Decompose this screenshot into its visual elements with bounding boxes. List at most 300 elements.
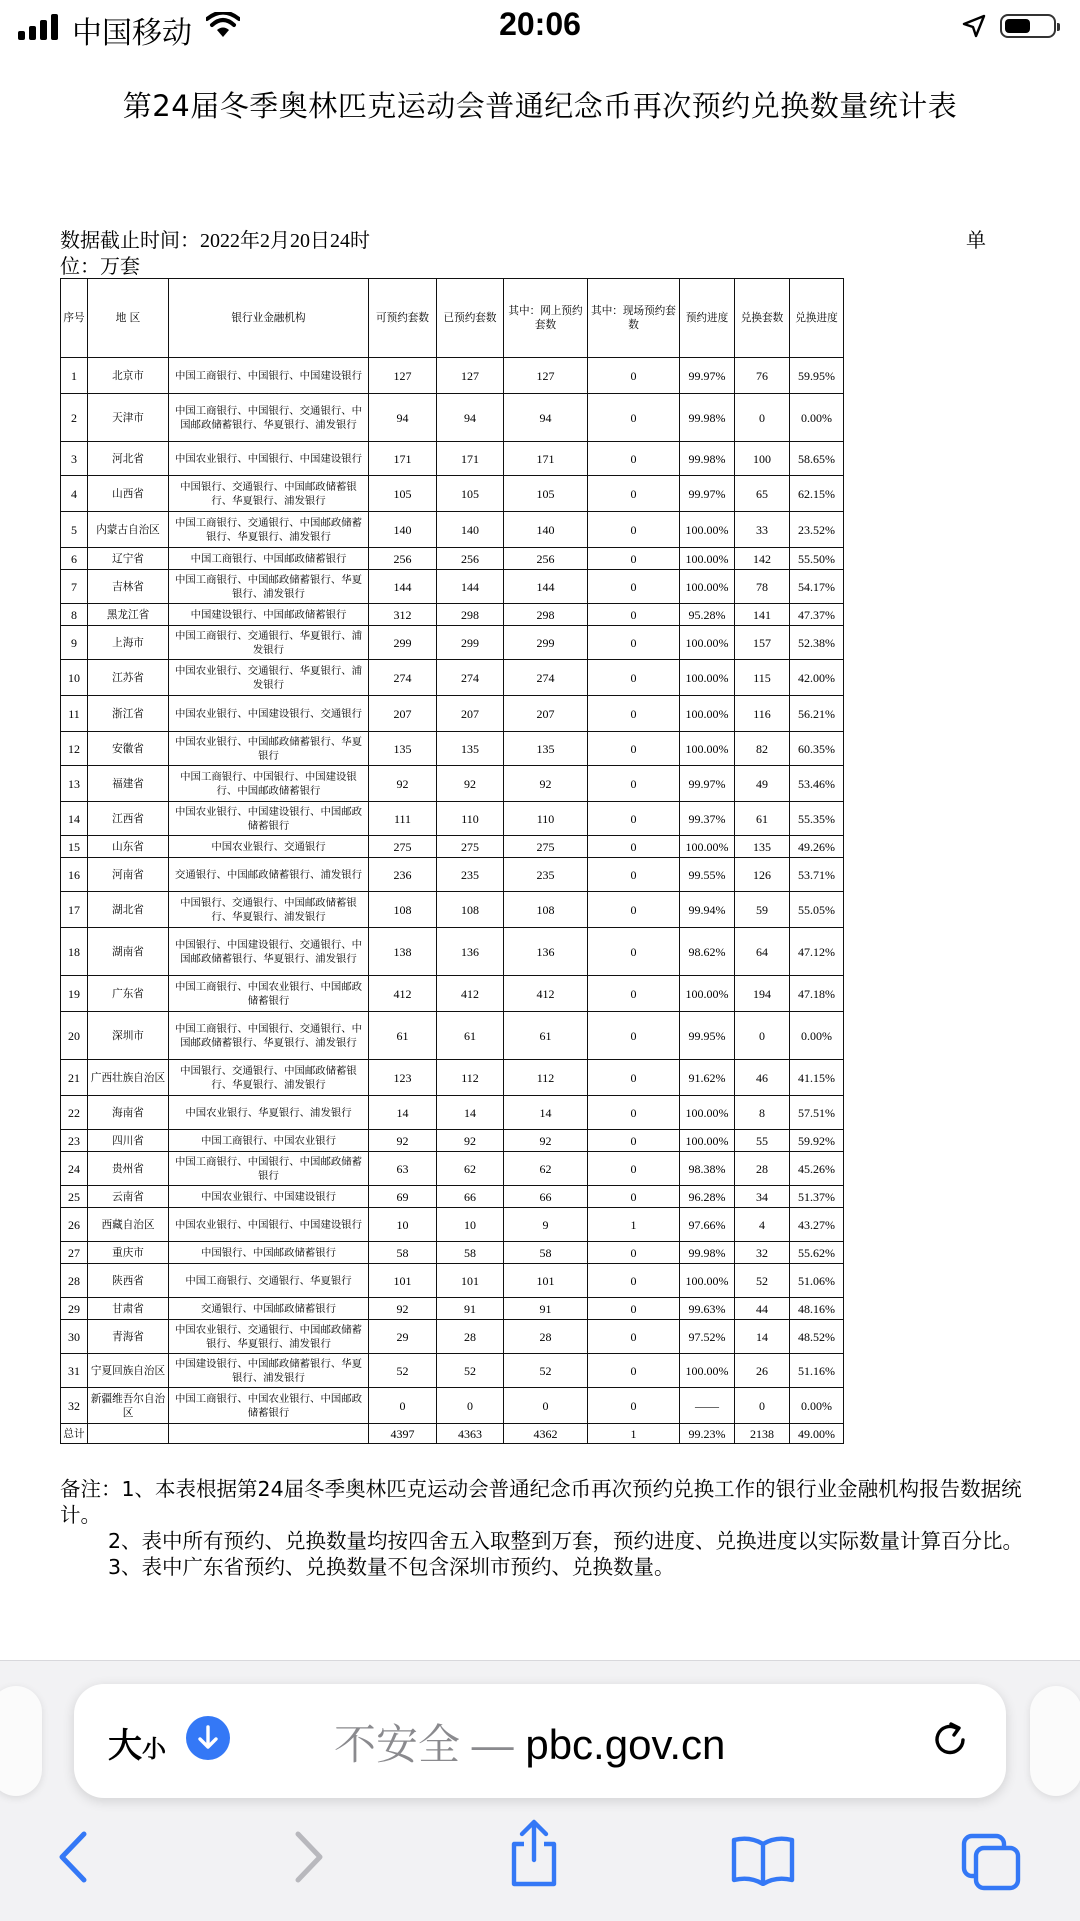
address-bar[interactable]: [74, 1684, 1006, 1798]
status-time: 20:06: [499, 6, 581, 42]
row-onsite: 0: [588, 442, 680, 476]
row-region: 重庆市: [88, 1242, 169, 1264]
row-online: 298: [504, 604, 588, 626]
row-index: 25: [61, 1186, 88, 1208]
row-reserved: 299: [437, 626, 504, 660]
row-exchange-progress: 49.26%: [790, 836, 844, 858]
row-region: 广东省: [88, 976, 169, 1012]
row-exchanged: 34: [735, 1186, 790, 1208]
row-available: 14: [369, 1096, 437, 1130]
row-onsite: 0: [588, 660, 680, 696]
row-reserved: 256: [437, 548, 504, 570]
document-title: 第24届冬季奥林匹克运动会普通纪念币再次预约兑换数量统计表: [122, 89, 958, 123]
row-exchange-progress: 55.50%: [790, 548, 844, 570]
row-onsite: 1: [588, 1208, 680, 1242]
row-available: 412: [369, 976, 437, 1012]
row-online: 92: [504, 1130, 588, 1152]
row-available: 61: [369, 1012, 437, 1060]
row-exchanged: 100: [735, 442, 790, 476]
row-exchanged: 64: [735, 928, 790, 976]
row-exchanged: 61: [735, 802, 790, 836]
row-available: 10: [369, 1208, 437, 1242]
row-reserved: 110: [437, 802, 504, 836]
row-exchanged: 82: [735, 732, 790, 766]
row-online: 9: [504, 1208, 588, 1242]
row-banks: 中国农业银行、交通银行: [169, 836, 369, 858]
row-online: 105: [504, 476, 588, 512]
row-reserved: 136: [437, 928, 504, 976]
row-reservation-progress: 100.00%: [680, 732, 735, 766]
row-index: 7: [61, 570, 88, 604]
row-reservation-progress: 99.63%: [680, 1298, 735, 1320]
row-online: 108: [504, 892, 588, 928]
row-available: 101: [369, 1264, 437, 1298]
next-tab-card[interactable]: [1030, 1686, 1080, 1796]
row-reservation-progress: 100.00%: [680, 570, 735, 604]
row-available: 52: [369, 1354, 437, 1388]
row-reserved: 127: [437, 358, 504, 394]
row-exchanged: 49: [735, 766, 790, 802]
table-row: [61, 1186, 844, 1208]
row-exchange-progress: 47.37%: [790, 604, 844, 626]
table-row: [61, 836, 844, 858]
row-exchanged: 0: [735, 1012, 790, 1060]
row-online: 110: [504, 802, 588, 836]
row-onsite: 0: [588, 1130, 680, 1152]
row-reservation-progress: 100.00%: [680, 1096, 735, 1130]
row-available: 275: [369, 836, 437, 858]
row-exchange-progress: 41.15%: [790, 1060, 844, 1096]
row-banks: 中国工商银行、中国银行、中国邮政储蓄银行: [169, 1152, 369, 1186]
table-header-row: [61, 279, 844, 358]
row-region: 福建省: [88, 766, 169, 802]
row-reserved: 112: [437, 1060, 504, 1096]
row-online: 144: [504, 570, 588, 604]
row-available: 29: [369, 1320, 437, 1354]
row-region: 陕西省: [88, 1264, 169, 1298]
reload-icon[interactable]: [928, 1718, 972, 1762]
row-online: 58: [504, 1242, 588, 1264]
row-index: 26: [61, 1208, 88, 1242]
row-region: 青海省: [88, 1320, 169, 1354]
row-onsite: 0: [588, 802, 680, 836]
row-reservation-progress: 100.00%: [680, 976, 735, 1012]
row-available: 111: [369, 802, 437, 836]
row-region: 浙江省: [88, 696, 169, 732]
row-index: 17: [61, 892, 88, 928]
row-available: 274: [369, 660, 437, 696]
row-available: 299: [369, 626, 437, 660]
row-available: 105: [369, 476, 437, 512]
row-onsite: 0: [588, 570, 680, 604]
row-online: 136: [504, 928, 588, 976]
row-banks: 中国工商银行、中国银行、中国建设银行、中国邮政储蓄银行: [169, 766, 369, 802]
note-3: 3、表中广东省预约、兑换数量不包含深圳市预约、兑换数量。: [108, 1555, 675, 1579]
row-banks: 中国工商银行、中国邮政储蓄银行、华夏银行、浦发银行: [169, 570, 369, 604]
row-reserved: 52: [437, 1354, 504, 1388]
location-arrow-icon: [962, 14, 986, 38]
row-online: 140: [504, 512, 588, 548]
row-onsite: 0: [588, 1242, 680, 1264]
total-cell: 2138: [735, 1424, 790, 1444]
row-reservation-progress: 95.28%: [680, 604, 735, 626]
row-index: 2: [61, 394, 88, 442]
row-onsite: 0: [588, 626, 680, 660]
row-exchange-progress: 0.00%: [790, 1388, 844, 1424]
row-onsite: 0: [588, 1320, 680, 1354]
header-online: 其中：网上预约套数: [504, 279, 588, 358]
row-banks: 中国农业银行、中国建设银行、中国邮政储蓄银行: [169, 802, 369, 836]
row-exchange-progress: 45.26%: [790, 1152, 844, 1186]
row-reserved: 171: [437, 442, 504, 476]
row-region: 广西壮族自治区: [88, 1060, 169, 1096]
text-size-button[interactable]: 大小: [108, 1726, 166, 1766]
header-banks: 银行业金融机构: [169, 279, 369, 358]
share-icon[interactable]: [506, 1818, 562, 1888]
row-banks: 中国农业银行、交通银行、中国邮政储蓄银行、华夏银行、浦发银行: [169, 1320, 369, 1354]
row-reserved: 92: [437, 1130, 504, 1152]
row-exchanged: 4: [735, 1208, 790, 1242]
row-index: 1: [61, 358, 88, 394]
row-banks: 中国农业银行、中国邮政储蓄银行、华夏银行: [169, 732, 369, 766]
row-exchanged: 78: [735, 570, 790, 604]
row-onsite: 0: [588, 976, 680, 1012]
previous-tab-card[interactable]: [0, 1686, 42, 1796]
row-online: 412: [504, 976, 588, 1012]
row-banks: 中国农业银行、交通银行、华夏银行、浦发银行: [169, 660, 369, 696]
row-online: 274: [504, 660, 588, 696]
download-icon[interactable]: [186, 1716, 230, 1760]
row-available: 171: [369, 442, 437, 476]
row-reserved: 14: [437, 1096, 504, 1130]
row-region: 云南省: [88, 1186, 169, 1208]
row-available: 127: [369, 358, 437, 394]
row-region: 上海市: [88, 626, 169, 660]
row-banks: 中国农业银行、中国建设银行: [169, 1186, 369, 1208]
row-exchange-progress: 59.92%: [790, 1130, 844, 1152]
row-reserved: 28: [437, 1320, 504, 1354]
table-row: [61, 1264, 844, 1298]
row-online: 61: [504, 1012, 588, 1060]
table-total-row: [61, 1424, 844, 1444]
row-reserved: 298: [437, 604, 504, 626]
table-row: [61, 1242, 844, 1264]
row-region: 北京市: [88, 358, 169, 394]
row-reservation-progress: 99.37%: [680, 802, 735, 836]
total-cell: 4397: [369, 1424, 437, 1444]
row-exchange-progress: 23.52%: [790, 512, 844, 548]
table-row: [61, 442, 844, 476]
row-region: 四川省: [88, 1130, 169, 1152]
row-exchange-progress: 55.35%: [790, 802, 844, 836]
row-exchange-progress: 48.52%: [790, 1320, 844, 1354]
row-online: 275: [504, 836, 588, 858]
row-reserved: 0: [437, 1388, 504, 1424]
row-onsite: 0: [588, 1354, 680, 1388]
row-exchanged: 76: [735, 358, 790, 394]
row-index: 14: [61, 802, 88, 836]
table-row: [61, 1152, 844, 1186]
row-exchange-progress: 0.00%: [790, 1012, 844, 1060]
row-reservation-progress: 100.00%: [680, 660, 735, 696]
row-exchange-progress: 53.71%: [790, 858, 844, 892]
row-exchanged: 142: [735, 548, 790, 570]
row-banks: 中国工商银行、中国农业银行、中国邮政储蓄银行: [169, 1388, 369, 1424]
row-reservation-progress: 100.00%: [680, 836, 735, 858]
data-cutoff-time: 数据截止时间：2022年2月20日24时: [60, 230, 370, 252]
row-online: 66: [504, 1186, 588, 1208]
row-reserved: 135: [437, 732, 504, 766]
row-index: 20: [61, 1012, 88, 1060]
row-reserved: 58: [437, 1242, 504, 1264]
row-exchanged: 26: [735, 1354, 790, 1388]
row-region: 吉林省: [88, 570, 169, 604]
row-reservation-progress: 91.62%: [680, 1060, 735, 1096]
row-index: 10: [61, 660, 88, 696]
row-banks: 中国农业银行、中国银行、中国建设银行: [169, 1208, 369, 1242]
row-reservation-progress: 97.66%: [680, 1208, 735, 1242]
total-cell: [88, 1424, 169, 1444]
row-region: 新疆维吾尔自治区: [88, 1388, 169, 1424]
row-banks: 中国银行、交通银行、中国邮政储蓄银行、华夏银行、浦发银行: [169, 476, 369, 512]
row-onsite: 0: [588, 512, 680, 548]
row-banks: 中国建设银行、中国邮政储蓄银行: [169, 604, 369, 626]
row-region: 海南省: [88, 1096, 169, 1130]
row-exchange-progress: 43.27%: [790, 1208, 844, 1242]
table-row: [61, 570, 844, 604]
row-region: 深圳市: [88, 1012, 169, 1060]
table-row: [61, 976, 844, 1012]
row-index: 16: [61, 858, 88, 892]
row-exchanged: 32: [735, 1242, 790, 1264]
header-onsite: 其中：现场预约套数: [588, 279, 680, 358]
table-row: [61, 928, 844, 976]
row-banks: 中国工商银行、中国银行、交通银行、中国邮政储蓄银行、华夏银行、浦发银行: [169, 394, 369, 442]
row-region: 江苏省: [88, 660, 169, 696]
row-available: 92: [369, 1130, 437, 1152]
row-reserved: 144: [437, 570, 504, 604]
row-available: 144: [369, 570, 437, 604]
row-reservation-progress: 98.62%: [680, 928, 735, 976]
total-cell: 4362: [504, 1424, 588, 1444]
row-region: 内蒙古自治区: [88, 512, 169, 548]
row-exchange-progress: 59.95%: [790, 358, 844, 394]
row-online: 91: [504, 1298, 588, 1320]
row-available: 63: [369, 1152, 437, 1186]
row-reservation-progress: ——: [680, 1388, 735, 1424]
carrier-name: 中国移动: [72, 16, 192, 51]
table-row: [61, 1096, 844, 1130]
row-exchanged: 55: [735, 1130, 790, 1152]
row-exchange-progress: 54.17%: [790, 570, 844, 604]
row-onsite: 0: [588, 476, 680, 512]
row-index: 8: [61, 604, 88, 626]
bookmarks-icon[interactable]: [730, 1834, 796, 1886]
row-reservation-progress: 100.00%: [680, 1130, 735, 1152]
row-available: 69: [369, 1186, 437, 1208]
row-onsite: 0: [588, 858, 680, 892]
row-index: 31: [61, 1354, 88, 1388]
row-banks: 中国工商银行、中国农业银行: [169, 1130, 369, 1152]
row-banks: 中国建设银行、中国邮政储蓄银行、华夏银行、浦发银行: [169, 1354, 369, 1388]
row-region: 山东省: [88, 836, 169, 858]
row-reserved: 91: [437, 1298, 504, 1320]
row-onsite: 0: [588, 548, 680, 570]
row-onsite: 0: [588, 1298, 680, 1320]
table-row: [61, 1320, 844, 1354]
row-online: 14: [504, 1096, 588, 1130]
row-online: 28: [504, 1320, 588, 1354]
row-onsite: 0: [588, 1012, 680, 1060]
row-reservation-progress: 100.00%: [680, 696, 735, 732]
row-reservation-progress: 99.97%: [680, 358, 735, 394]
row-exchange-progress: 47.18%: [790, 976, 844, 1012]
row-exchange-progress: 51.06%: [790, 1264, 844, 1298]
row-banks: 中国工商银行、中国银行、交通银行、中国邮政储蓄银行、华夏银行、浦发银行: [169, 1012, 369, 1060]
row-reserved: 140: [437, 512, 504, 548]
row-banks: 中国工商银行、中国银行、中国建设银行: [169, 358, 369, 394]
row-reserved: 94: [437, 394, 504, 442]
row-exchanged: 8: [735, 1096, 790, 1130]
row-exchange-progress: 60.35%: [790, 732, 844, 766]
row-banks: 中国工商银行、中国农业银行、中国邮政储蓄银行: [169, 976, 369, 1012]
row-online: 135: [504, 732, 588, 766]
battery-icon: [1000, 14, 1056, 38]
row-region: 贵州省: [88, 1152, 169, 1186]
table-row: [61, 358, 844, 394]
row-index: 24: [61, 1152, 88, 1186]
row-region: 宁夏回族自治区: [88, 1354, 169, 1388]
unit-label-part1: 单: [966, 228, 986, 252]
table-row: [61, 1354, 844, 1388]
row-exchange-progress: 48.16%: [790, 1298, 844, 1320]
back-icon[interactable]: [56, 1830, 92, 1884]
row-exchanged: 44: [735, 1298, 790, 1320]
row-region: 安徽省: [88, 732, 169, 766]
row-banks: 中国农业银行、华夏银行、浦发银行: [169, 1096, 369, 1130]
row-exchanged: 28: [735, 1152, 790, 1186]
row-region: 湖南省: [88, 928, 169, 976]
row-exchange-progress: 55.62%: [790, 1242, 844, 1264]
row-index: 30: [61, 1320, 88, 1354]
row-online: 235: [504, 858, 588, 892]
row-region: 天津市: [88, 394, 169, 442]
total-label: 总计: [61, 1424, 88, 1444]
table-row: [61, 766, 844, 802]
table-row: [61, 1298, 844, 1320]
row-exchanged: 116: [735, 696, 790, 732]
row-reserved: 101: [437, 1264, 504, 1298]
row-available: 207: [369, 696, 437, 732]
row-exchanged: 0: [735, 1388, 790, 1424]
row-region: 甘肃省: [88, 1298, 169, 1320]
row-index: 32: [61, 1388, 88, 1424]
row-index: 27: [61, 1242, 88, 1264]
row-banks: 中国银行、中国建设银行、交通银行、中国邮政储蓄银行、华夏银行、浦发银行: [169, 928, 369, 976]
row-reserved: 10: [437, 1208, 504, 1242]
row-reservation-progress: 100.00%: [680, 512, 735, 548]
row-reservation-progress: 99.98%: [680, 394, 735, 442]
row-banks: 中国农业银行、中国银行、中国建设银行: [169, 442, 369, 476]
row-reserved: 274: [437, 660, 504, 696]
row-onsite: 0: [588, 836, 680, 858]
row-exchange-progress: 55.05%: [790, 892, 844, 928]
row-reservation-progress: 99.94%: [680, 892, 735, 928]
row-reservation-progress: 100.00%: [680, 1264, 735, 1298]
row-exchanged: 135: [735, 836, 790, 858]
row-exchange-progress: 42.00%: [790, 660, 844, 696]
row-online: 62: [504, 1152, 588, 1186]
row-reserved: 61: [437, 1012, 504, 1060]
table-row: [61, 512, 844, 548]
row-index: 29: [61, 1298, 88, 1320]
row-onsite: 0: [588, 1060, 680, 1096]
row-region: 山西省: [88, 476, 169, 512]
table-row: [61, 732, 844, 766]
total-cell: 49.00%: [790, 1424, 844, 1444]
row-available: 108: [369, 892, 437, 928]
header-region: 地 区: [88, 279, 169, 358]
row-reserved: 105: [437, 476, 504, 512]
total-cell: 99.23%: [680, 1424, 735, 1444]
row-online: 299: [504, 626, 588, 660]
row-index: 6: [61, 548, 88, 570]
row-exchanged: 52: [735, 1264, 790, 1298]
row-index: 11: [61, 696, 88, 732]
row-available: 312: [369, 604, 437, 626]
row-exchange-progress: 51.37%: [790, 1186, 844, 1208]
row-onsite: 0: [588, 892, 680, 928]
row-onsite: 0: [588, 732, 680, 766]
table-row: [61, 1012, 844, 1060]
row-onsite: 0: [588, 358, 680, 394]
row-available: 58: [369, 1242, 437, 1264]
row-reserved: 62: [437, 1152, 504, 1186]
row-region: 江西省: [88, 802, 169, 836]
row-reservation-progress: 96.28%: [680, 1186, 735, 1208]
row-exchanged: 126: [735, 858, 790, 892]
row-region: 黑龙江省: [88, 604, 169, 626]
row-online: 0: [504, 1388, 588, 1424]
row-exchange-progress: 47.12%: [790, 928, 844, 976]
row-reserved: 92: [437, 766, 504, 802]
row-reservation-progress: 99.98%: [680, 1242, 735, 1264]
statistics-table: [60, 278, 844, 1444]
unit-label-part2: 位：万套: [60, 254, 140, 278]
header-available: 可预约套数: [369, 279, 437, 358]
row-exchanged: 141: [735, 604, 790, 626]
table-row: [61, 1388, 844, 1424]
row-reserved: 275: [437, 836, 504, 858]
row-available: 135: [369, 732, 437, 766]
row-onsite: 0: [588, 1152, 680, 1186]
table-row: [61, 548, 844, 570]
table-row: [61, 394, 844, 442]
row-reservation-progress: 100.00%: [680, 548, 735, 570]
row-reserved: 412: [437, 976, 504, 1012]
forward-icon[interactable]: [290, 1830, 326, 1884]
tabs-icon[interactable]: [960, 1832, 1022, 1892]
row-region: 河南省: [88, 858, 169, 892]
table-row: [61, 604, 844, 626]
row-exchange-progress: 58.65%: [790, 442, 844, 476]
row-available: 140: [369, 512, 437, 548]
row-banks: 中国工商银行、中国邮政储蓄银行: [169, 548, 369, 570]
row-reservation-progress: 99.55%: [680, 858, 735, 892]
url-text[interactable]: 不安全 — pbc.gov.cn: [334, 1721, 726, 1768]
row-banks: 中国银行、交通银行、中国邮政储蓄银行、华夏银行、浦发银行: [169, 892, 369, 928]
row-reservation-progress: 100.00%: [680, 1354, 735, 1388]
